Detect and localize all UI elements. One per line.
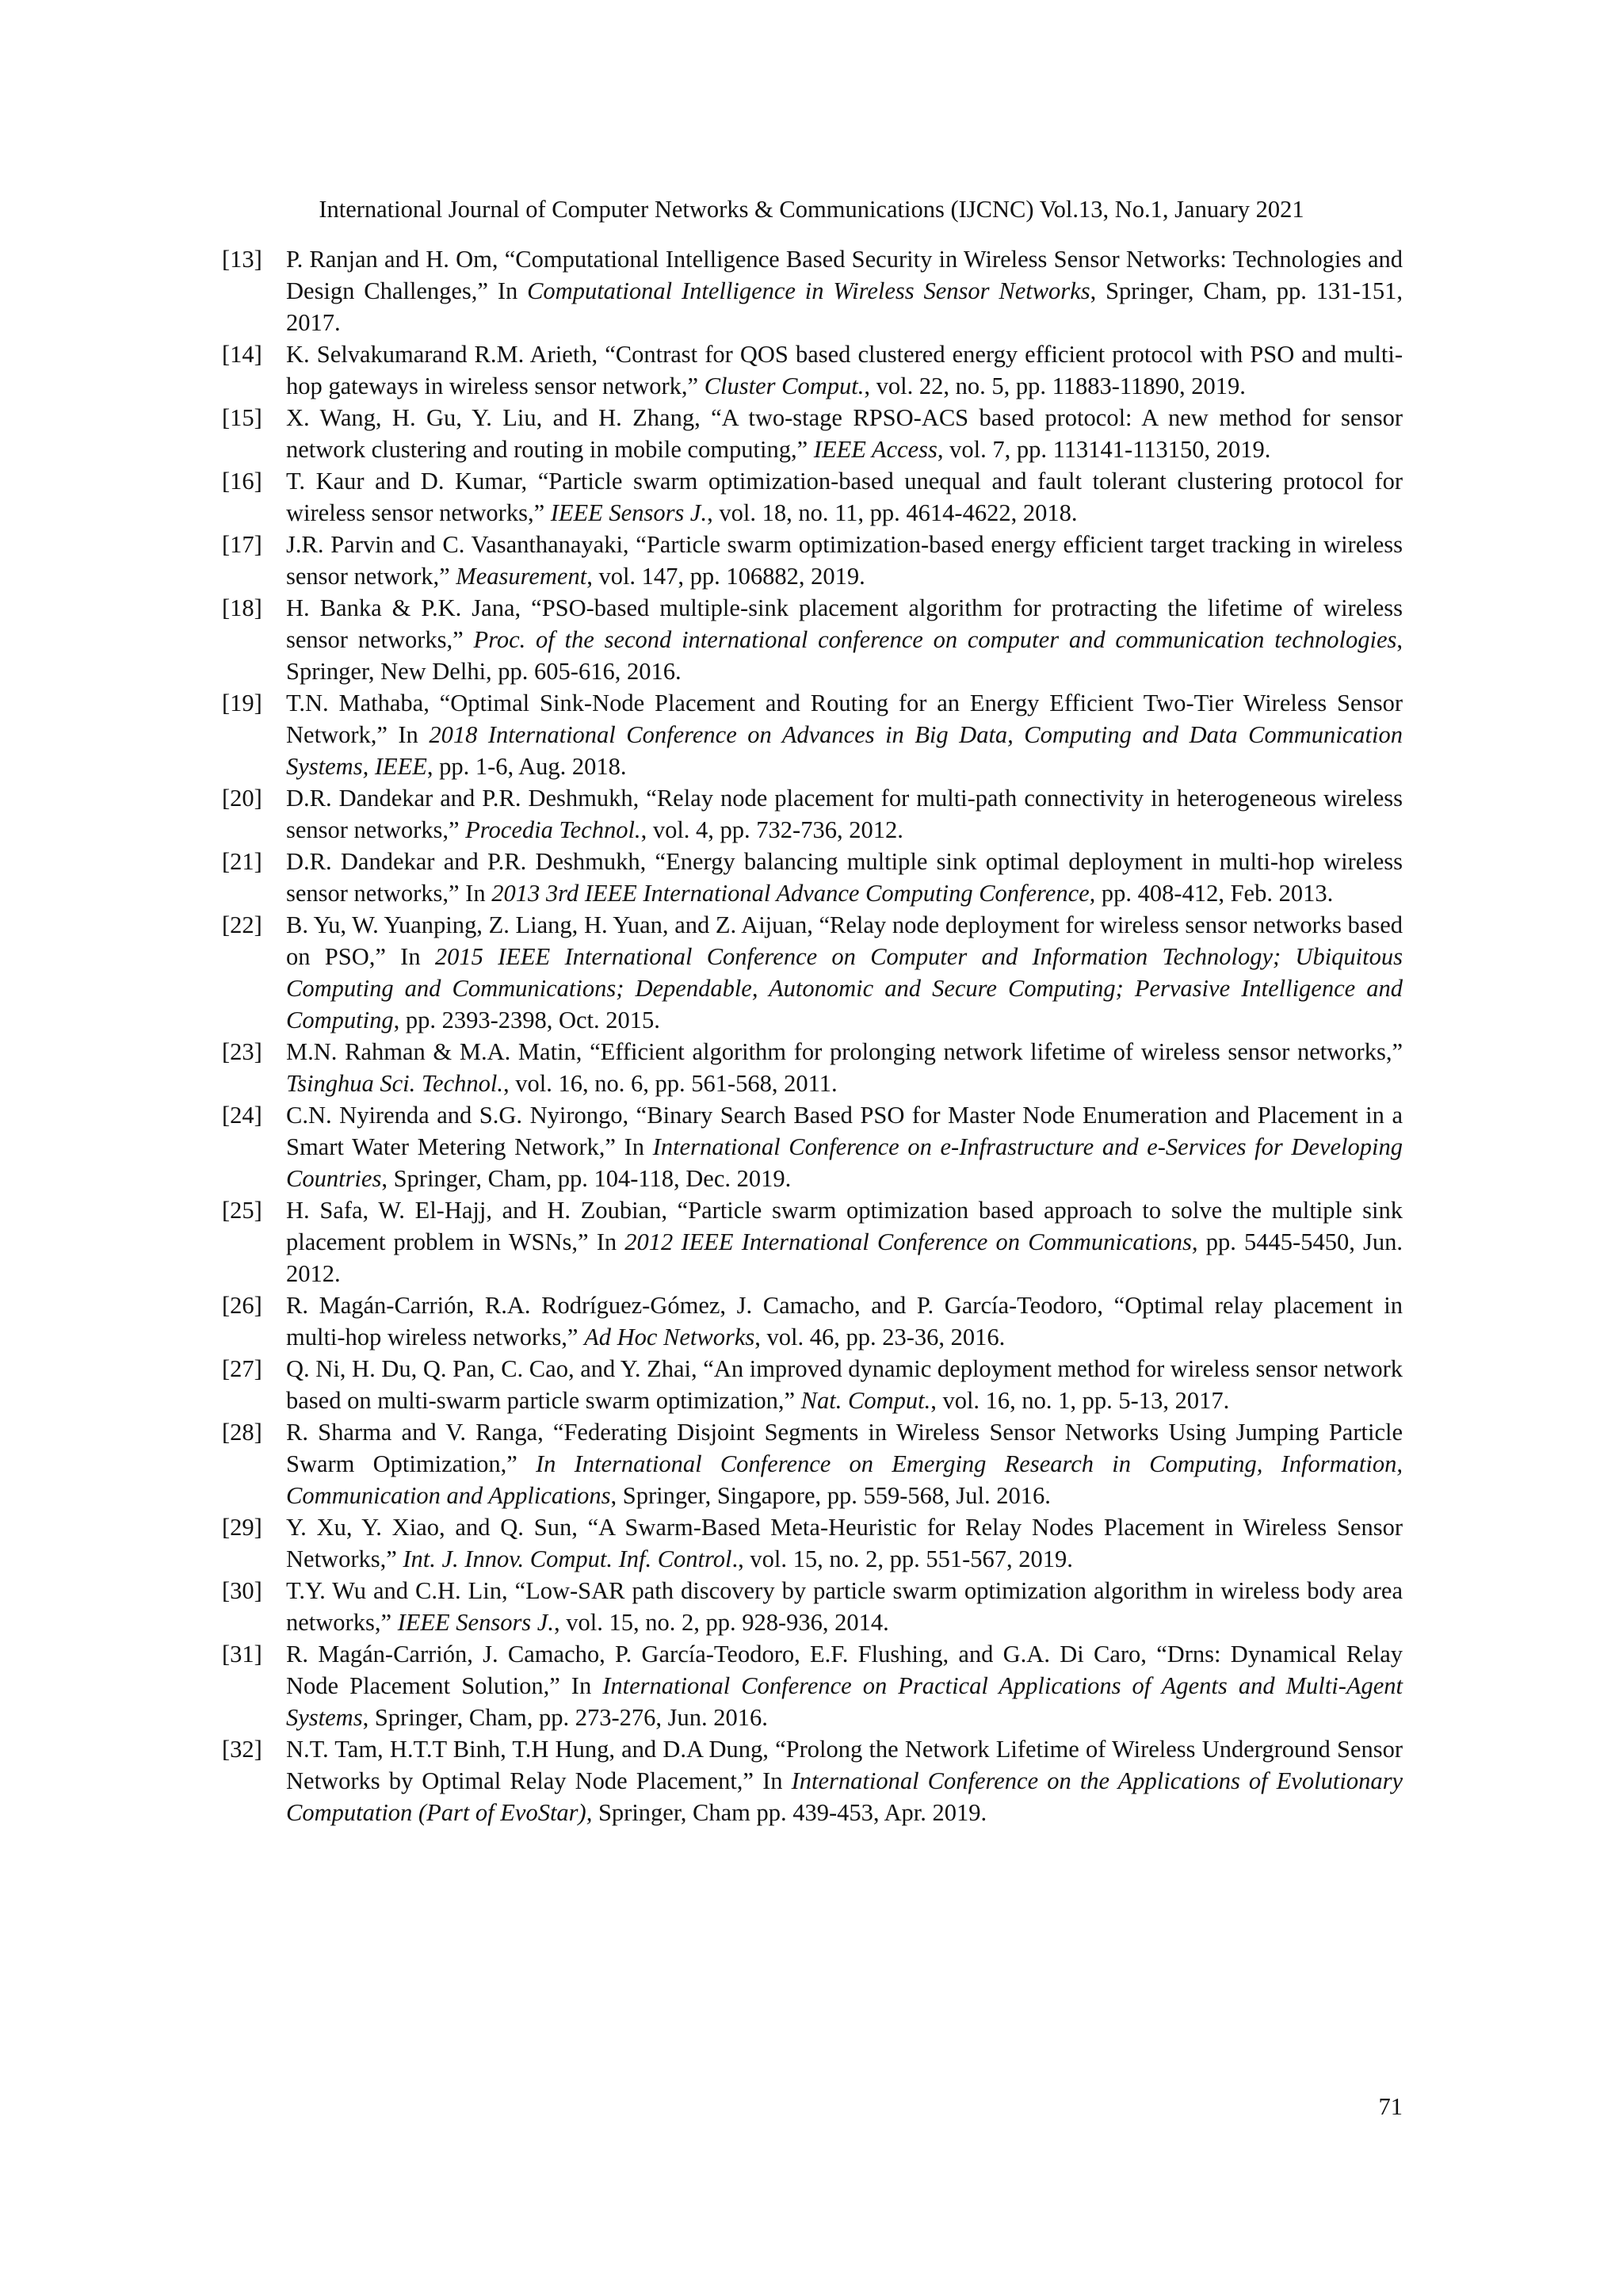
reference-text — [286, 846, 1403, 909]
reference-fragment: M.N. Rahman & M.A. Matin, “Efficient algorithm for prolonging network lifetime of wireless sensor networks,” — [286, 1038, 1403, 1065]
reference-fragment: , vol. 7, pp. 113141-113150, 2019. — [937, 436, 1271, 463]
reference-fragment: , vol. 15, no. 2, pp. 928-936, 2014. — [553, 1609, 889, 1636]
reference-fragment: , Springer, Cham, pp. 104-118, Dec. 2019. — [381, 1165, 792, 1192]
reference-number: [24] — [222, 1102, 262, 1129]
reference-fragment: B. Yu, W. Yuanping, Z. Liang, H. Yuan, and Z. Aijuan, “Relay node deployment for wireless sensor networks based on PSO,” In — [286, 911, 1403, 970]
reference-fragment: , Springer, Cham, pp. 131-151, 2017. — [286, 277, 1403, 336]
reference-text — [286, 1353, 1403, 1416]
reference-fragment: T. Kaur and D. Kumar, “Particle swarm optimization-based unequal and fault tolerant clustering protocol for wireless sensor networks,” — [286, 468, 1403, 526]
reference-text — [286, 1733, 1403, 1828]
reference-text — [286, 1036, 1403, 1099]
reference-fragment: , vol. 22, no. 5, pp. 11883-11890, 2019. — [864, 372, 1246, 399]
reference-number: [18] — [222, 594, 262, 621]
reference-fragment: R. Magán-Carrión, J. Camacho, P. García-Teodoro, E.F. Flushing, and G.A. Di Caro, “Drns: Dynamical Relay Node Placement Solution,” In — [286, 1641, 1403, 1699]
reference-venue: Nat. Comput. — [800, 1387, 931, 1414]
reference-venue: IEEE Sensors J. — [397, 1609, 554, 1636]
reference-text — [286, 1194, 1403, 1289]
reference-venue: International Conference on Practical Applications of Agents and Multi-Agent Systems — [286, 1672, 1403, 1731]
page-number: 71 — [1378, 2093, 1403, 2120]
reference-entry — [222, 1194, 1403, 1289]
reference-number: [28] — [222, 1419, 262, 1446]
reference-fragment: R. Sharma and V. Ranga, “Federating Disjoint Segments in Wireless Sensor Networks Using Jumping Particle Swarm Optimization,” — [286, 1419, 1403, 1477]
reference-text — [286, 1575, 1403, 1638]
reference-fragment: , vol. 16, no. 1, pp. 5-13, 2017. — [930, 1387, 1230, 1414]
reference-text — [286, 338, 1403, 402]
reference-fragment: P. Ranjan and H. Om, “Computational Intelligence Based Security in Wireless Sensor Networks: Technologies and Design Challenges,” In — [286, 246, 1403, 304]
reference-number: [30] — [222, 1577, 262, 1604]
reference-fragment: D.R. Dandekar and P.R. Deshmukh, “Energy balancing multiple sink optimal deployment in multi-hop wireless sensor networks,” In — [286, 848, 1403, 907]
reference-venue: 2012 IEEE International Conference on Communications, — [624, 1228, 1198, 1255]
reference-entry — [222, 1416, 1403, 1511]
reference-number: [13] — [222, 246, 262, 273]
reference-text — [286, 782, 1403, 846]
reference-fragment: , pp. 1-6, Aug. 2018. — [426, 753, 627, 780]
reference-number: [20] — [222, 785, 262, 812]
reference-fragment: , vol. 46, pp. 23-36, 2016. — [754, 1324, 1006, 1350]
reference-fragment: X. Wang, H. Gu, Y. Liu, and H. Zhang, “A two-stage RPSO-ACS based protocol: A new method for sensor network clustering and routing in mobile computing,” — [286, 404, 1403, 463]
reference-venue: IEEE Access — [813, 436, 938, 463]
reference-entry — [222, 243, 1403, 338]
reference-text — [286, 1638, 1403, 1733]
reference-venue: Cluster Comput. — [704, 372, 865, 399]
reference-venue: International Conference on e-Infrastructure and e-Services for Developing Countries — [286, 1133, 1403, 1192]
reference-list — [222, 243, 1403, 1828]
reference-fragment: , Springer, New Delhi, pp. 605-616, 2016. — [286, 626, 1403, 685]
reference-text — [286, 402, 1403, 465]
reference-venue: Proc. of the second international conference on computer and communication technologies — [473, 626, 1397, 653]
reference-fragment: , Springer, Cham, pp. 273-276, Jun. 2016. — [362, 1704, 768, 1731]
reference-venue: 2013 3rd IEEE International Advance Computing Conference, — [491, 880, 1096, 907]
reference-number: [22] — [222, 911, 262, 938]
reference-venue: 2015 IEEE International Conference on Computer and Information Technology; Ubiquitous Computing and Communications; Dependable, Autonomic and Secure Computing; Pervasive Intelligence and Computing — [286, 943, 1403, 1033]
reference-venue: Measurement — [456, 563, 587, 590]
reference-fragment: T.Y. Wu and C.H. Lin, “Low-SAR path discovery by particle swarm optimization algorithm in wireless body area networks,” — [286, 1577, 1403, 1636]
reference-text — [286, 465, 1403, 529]
reference-fragment: H. Banka & P.K. Jana, “PSO-based multiple-sink placement algorithm for protracting the lifetime of wireless sensor networks,” — [286, 594, 1403, 653]
reference-number: [16] — [222, 468, 262, 495]
reference-fragment: , Springer, Singapore, pp. 559-568, Jul. 2016. — [610, 1482, 1051, 1509]
reference-fragment: , vol. 18, no. 11, pp. 4614-4622, 2018. — [707, 499, 1078, 526]
reference-fragment: T.N. Mathaba, “Optimal Sink-Node Placement and Routing for an Energy Efficient Two-Tier Wireless Sensor Network,” In — [286, 690, 1403, 748]
reference-fragment: H. Safa, W. El-Hajj, and H. Zoubian, “Particle swarm optimization based approach to solve the multiple sink placement problem in WSNs,” In — [286, 1197, 1403, 1255]
reference-entry — [222, 1353, 1403, 1416]
reference-venue: Tsinghua Sci. Technol. — [286, 1070, 503, 1097]
reference-entry — [222, 1289, 1403, 1353]
reference-text — [286, 687, 1403, 782]
reference-text — [286, 1289, 1403, 1353]
reference-fragment: K. Selvakumarand R.M. Arieth, “Contrast for QOS based clustered energy efficient protocol with PSO and multi-hop gateways in wireless sensor network,” — [286, 341, 1403, 399]
reference-text — [286, 1511, 1403, 1575]
reference-number: [15] — [222, 404, 262, 431]
reference-number: [19] — [222, 690, 262, 716]
reference-entry — [222, 846, 1403, 909]
reference-entry — [222, 465, 1403, 529]
reference-fragment: pp. 408-412, Feb. 2013. — [1095, 880, 1334, 907]
reference-entry — [222, 687, 1403, 782]
reference-venue: Computational Intelligence in Wireless Sensor Networks — [527, 277, 1090, 304]
reference-entry — [222, 402, 1403, 465]
reference-fragment: N.T. Tam, H.T.T Binh, T.H Hung, and D.A Dung, “Prolong the Network Lifetime of Wireless Underground Sensor Networks by Optimal Relay Node Placement,” In — [286, 1736, 1403, 1794]
reference-fragment: Y. Xu, Y. Xiao, and Q. Sun, “A Swarm-Based Meta-Heuristic for Relay Nodes Placement in Wireless Sensor Networks,” — [286, 1514, 1403, 1572]
reference-fragment: , vol. 16, no. 6, pp. 561-568, 2011. — [502, 1070, 838, 1097]
reference-fragment: Springer, Cham pp. 439-453, Apr. 2019. — [592, 1799, 987, 1826]
reference-entry — [222, 782, 1403, 846]
reference-fragment: J.R. Parvin and C. Vasanthanayaki, “Particle swarm optimization-based energy efficient target tracking in wireless sensor network,” — [286, 531, 1403, 590]
reference-venue: 2018 International Conference on Advances in Big Data, Computing and Data Communication Systems, IEEE — [286, 721, 1403, 780]
reference-number: [14] — [222, 341, 262, 368]
reference-number: [17] — [222, 531, 262, 558]
reference-venue: In International Conference on Emerging Research in Computing, Information, Communication and Applications — [286, 1450, 1403, 1509]
reference-number: [21] — [222, 848, 262, 875]
reference-venue: Procedia Technol. — [465, 816, 641, 843]
reference-text — [286, 1099, 1403, 1194]
reference-number: [27] — [222, 1355, 262, 1382]
reference-text — [286, 909, 1403, 1036]
reference-entry — [222, 1511, 1403, 1575]
reference-venue: Ad Hoc Networks — [584, 1324, 755, 1350]
reference-fragment: pp. 5445-5450, Jun. 2012. — [286, 1228, 1403, 1287]
reference-fragment: , vol. 4, pp. 732-736, 2012. — [640, 816, 903, 843]
reference-fragment: C.N. Nyirenda and S.G. Nyirongo, “Binary Search Based PSO for Master Node Enumeration and Placement in a Smart Water Metering Network,” In — [286, 1102, 1403, 1160]
reference-entry — [222, 1733, 1403, 1828]
reference-entry — [222, 1036, 1403, 1099]
running-header: International Journal of Computer Networks & Communications (IJCNC) Vol.13, No.1, January 2021 — [319, 196, 1304, 223]
reference-entry — [222, 592, 1403, 687]
reference-number: [29] — [222, 1514, 262, 1541]
reference-entry — [222, 1638, 1403, 1733]
reference-text — [286, 529, 1403, 592]
reference-venue: Int. J. Innov. Comput. Inf. Control — [403, 1545, 732, 1572]
reference-entry — [222, 909, 1403, 1036]
reference-entry — [222, 1575, 1403, 1638]
reference-venue: International Conference on the Applications of Evolutionary Computation (Part of EvoStar), — [286, 1767, 1403, 1826]
reference-number: [31] — [222, 1641, 262, 1668]
reference-text — [286, 592, 1403, 687]
reference-number: [26] — [222, 1292, 262, 1319]
reference-text — [286, 1416, 1403, 1511]
reference-fragment: Q. Ni, H. Du, Q. Pan, C. Cao, and Y. Zhai, “An improved dynamic deployment method for wireless sensor network based on multi-swarm particle swarm optimization,” — [286, 1355, 1403, 1414]
reference-fragment: ., vol. 15, no. 2, pp. 551-567, 2019. — [731, 1545, 1073, 1572]
reference-venue: IEEE Sensors J. — [550, 499, 708, 526]
reference-text — [286, 243, 1403, 338]
reference-number: [32] — [222, 1736, 262, 1763]
reference-entry — [222, 529, 1403, 592]
reference-number: [23] — [222, 1038, 262, 1065]
reference-entry — [222, 338, 1403, 402]
reference-fragment: , vol. 147, pp. 106882, 2019. — [586, 563, 865, 590]
reference-fragment: , pp. 2393-2398, Oct. 2015. — [393, 1007, 660, 1033]
reference-fragment: D.R. Dandekar and P.R. Deshmukh, “Relay node placement for multi-path connectivity in heterogeneous wireless sensor networks,” — [286, 785, 1403, 843]
reference-number: [25] — [222, 1197, 262, 1224]
reference-fragment: R. Magán-Carrión, R.A. Rodríguez-Gómez, J. Camacho, and P. García-Teodoro, “Optimal relay placement in multi-hop wireless networks,” — [286, 1292, 1403, 1350]
reference-entry — [222, 1099, 1403, 1194]
